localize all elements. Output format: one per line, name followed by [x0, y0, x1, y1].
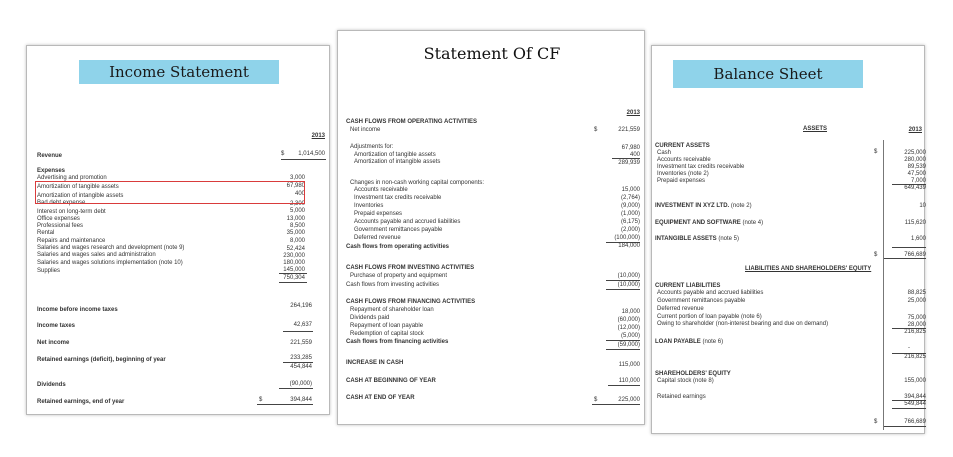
wc-label: Accounts payable and accrued liabilities	[354, 219, 461, 225]
total-value: 766,689	[904, 419, 926, 425]
expense-label: Amortization of tangible assets	[37, 184, 119, 190]
investing-rule	[606, 280, 640, 281]
total-assets-currency: $	[874, 252, 878, 258]
end-label: CASH AT END OF YEAR	[346, 395, 415, 401]
balance-sheet-panel	[651, 45, 925, 434]
expenses-label: Expenses	[37, 168, 66, 174]
total-assets-rule	[884, 258, 926, 259]
wc-label: Prepaid expenses	[354, 211, 403, 217]
column-divider	[883, 140, 884, 430]
financing-label: Dividends paid	[350, 315, 390, 321]
revenue-underline	[281, 159, 326, 160]
end-currency: $	[594, 397, 598, 403]
wc-label: Inventories	[354, 203, 384, 209]
intangible-label-text: INTANGIBLE ASSETS	[655, 236, 717, 242]
adjustment-label: Amortization of intangible assets	[354, 159, 441, 165]
financing-label: Redemption of capital stock	[350, 331, 424, 337]
beginning-rule	[608, 385, 640, 386]
expense-value: 8,500	[289, 223, 305, 229]
liability-label: Current portion of loan payable (note 6)	[657, 314, 762, 320]
retained-end-value: 394,844	[290, 397, 312, 403]
operating-total: 184,000	[618, 243, 640, 249]
retained-begin-rule	[283, 362, 313, 363]
wc-value: (2,764)	[620, 195, 640, 201]
investing-heading: CASH FLOWS FROM INVESTING ACTIVITIES	[346, 265, 475, 271]
current-assets-total: 649,439	[904, 185, 926, 191]
wc-value: (6,175)	[620, 219, 640, 225]
expense-label: Salaries and wages research and development (note 9)	[37, 245, 185, 251]
asset-value: 280,000	[904, 157, 926, 163]
intangible-note: (note 5)	[718, 236, 740, 242]
liability-value: 25,000	[907, 298, 926, 304]
adjustment-value: 67,980	[621, 145, 640, 151]
liability-label: Government remittances payable	[657, 298, 746, 304]
retained-end-label: Retained earnings, end of year	[37, 399, 125, 405]
dividends-rule	[279, 388, 313, 389]
financing-rule	[606, 340, 640, 341]
equipment-note: (note 4)	[742, 220, 764, 226]
financing-total: (59,000)	[617, 342, 640, 348]
retained-end-currency: $	[259, 397, 263, 403]
retained-subtotal-value: 454,844	[290, 364, 312, 370]
investing-label: Purchase of property and equipment	[350, 273, 448, 279]
current-assets-currency: $	[874, 149, 878, 155]
working-capital-label: Changes in non-cash working capital components:	[350, 180, 485, 186]
expense-label: Advertising and promotion	[37, 175, 107, 181]
end-rule	[592, 404, 640, 405]
liability-value: 88,825	[907, 290, 926, 296]
total-rule	[884, 426, 926, 427]
current-liabilities-label: CURRENT LIABILITIES	[655, 283, 721, 289]
expense-value: 230,000	[283, 253, 305, 259]
wc-label: Government remittances payable	[354, 227, 443, 233]
wc-value: (9,000)	[620, 203, 640, 209]
intangible-rule	[892, 247, 926, 248]
balance-sheet-title: Balance Sheet	[673, 60, 863, 88]
wc-value: (2,000)	[620, 227, 640, 233]
adjustment-value: 400	[629, 152, 640, 158]
loan-label	[655, 339, 723, 345]
financing-value: (12,000)	[617, 325, 640, 331]
asset-label: Inventories (note 2)	[657, 171, 709, 177]
asset-value: 225,000	[904, 150, 926, 156]
dividends-label: Dividends	[37, 382, 66, 388]
financing-total-rule	[606, 349, 640, 350]
expense-label: Professional fees	[37, 223, 84, 229]
income-statement-title: Income Statement	[79, 60, 279, 84]
liabilities-heading: LIABILITIES AND SHAREHOLDERS' EQUITY	[745, 266, 872, 272]
financing-value: (60,000)	[617, 317, 640, 323]
asset-value: 47,500	[907, 171, 926, 177]
wc-label: Deferred revenue	[354, 235, 401, 241]
operating-heading: CASH FLOWS FROM OPERATING ACTIVITIES	[346, 119, 477, 125]
bs-year: 2013	[908, 127, 922, 133]
assets-heading: ASSETS	[803, 126, 828, 132]
revenue-currency: $	[281, 151, 285, 157]
investing-total-rule	[606, 289, 640, 290]
financing-value: (5,000)	[620, 333, 640, 339]
wc-value: (1,000)	[620, 211, 640, 217]
expense-label: Salaries and wages sales and administration	[37, 252, 156, 258]
net-income-label: Net income	[37, 340, 70, 346]
retained-begin-label: Retained earnings (deficit), beginning of year	[37, 357, 166, 363]
expense-label: Rental	[37, 230, 55, 236]
adjustment-label: Amortization of tangible assets	[354, 152, 436, 158]
total-currency: $	[874, 419, 878, 425]
expense-label: Office expenses	[37, 216, 80, 222]
liability-label: Owing to shareholder (non-interest bearing and due on demand)	[657, 321, 829, 327]
retained-begin-value: 233,285	[290, 355, 312, 361]
liability-label: Deferred revenue	[657, 306, 704, 312]
asset-label: Investment tax credits receivable	[657, 164, 745, 170]
cf-net-income-value: 221,559	[618, 127, 640, 133]
expense-label: Bad debt expense	[37, 200, 86, 206]
investment-note: (note 2)	[730, 203, 752, 209]
increase-label: INCREASE IN CASH	[346, 360, 404, 366]
asset-value: 89,539	[907, 164, 926, 170]
financing-label: Repayment of shareholder loan	[350, 307, 434, 313]
cash-flow-title: Statement Of CF	[423, 44, 561, 63]
net-income-value: 221,559	[290, 340, 312, 346]
wc-label: Investment tax credits receivable	[354, 195, 442, 201]
investing-total: (10,000)	[617, 282, 640, 288]
investment-label	[655, 203, 752, 209]
expense-value: 52,424	[286, 246, 305, 252]
cash-flow-panel	[337, 30, 645, 425]
expenses-bottom-rule	[279, 282, 307, 283]
capital-value: 155,000	[904, 378, 926, 384]
expense-value: 35,000	[286, 230, 305, 236]
cf-year: 2013	[626, 110, 640, 116]
end-value: 225,000	[618, 397, 640, 403]
expense-value: 8,000	[289, 238, 305, 244]
financing-total-label: Cash flows from financing activities	[346, 339, 449, 345]
equipment-label	[655, 220, 763, 226]
income-before-tax-value: 264,196	[290, 303, 312, 309]
expense-label: Supplies	[37, 268, 61, 274]
income-statement-panel	[26, 45, 330, 415]
expense-label: Interest on long-term debt	[37, 209, 106, 215]
investing-total-label: Cash flows from investing activities	[346, 282, 440, 288]
expense-value: 180,000	[283, 260, 305, 266]
retained-value: 394,844	[904, 394, 926, 400]
asset-value: 7,000	[910, 178, 926, 184]
liabilities-total: 216,825	[904, 354, 926, 360]
loan-note: (note 6)	[702, 339, 724, 345]
income-taxes-value: 42,637	[293, 322, 312, 328]
revenue-value: 1,014,500	[298, 151, 325, 157]
liability-value: 75,000	[907, 315, 926, 321]
income-taxes-label: Income taxes	[37, 323, 76, 329]
expense-value: 13,000	[286, 216, 305, 222]
expense-value: 67,980	[286, 183, 305, 189]
equipment-label-text: EQUIPMENT AND SOFTWARE	[655, 220, 741, 226]
adjustments-total: 289,939	[618, 160, 640, 166]
retained-end-rule	[257, 404, 313, 405]
financing-value: 18,000	[621, 309, 640, 315]
beginning-value: 110,000	[618, 378, 640, 384]
wc-label: Accounts receivable	[354, 187, 408, 193]
income-year: 2013	[311, 133, 325, 139]
expense-value: 5,000	[289, 208, 305, 214]
beginning-label: CASH AT BEGINNING OF YEAR	[346, 378, 436, 384]
adjustments-rule	[612, 158, 640, 159]
intangible-label	[655, 236, 739, 242]
expense-label: Amortization of intangible assets	[37, 193, 124, 199]
income-before-tax-label: Income before income taxes	[37, 307, 118, 313]
expense-value: 145,000	[283, 267, 305, 273]
highlight-box	[35, 181, 305, 204]
expenses-top-rule	[279, 273, 307, 274]
investing-value: (10,000)	[617, 273, 640, 279]
asset-label: Prepaid expenses	[657, 178, 706, 184]
wc-value: (100,000)	[614, 235, 640, 241]
dividends-value: (90,000)	[289, 381, 312, 387]
capital-label: Capital stock (note 8)	[657, 378, 714, 384]
asset-label: Cash	[657, 150, 672, 156]
financing-heading: CASH FLOWS FROM FINANCING ACTIVITIES	[346, 299, 476, 305]
retained-label: Retained earnings	[657, 394, 706, 400]
loan-value: -	[908, 345, 910, 351]
expense-label: Repairs and maintenance	[37, 238, 106, 244]
asset-label: Accounts receivable	[657, 157, 711, 163]
income-taxes-rule	[283, 331, 313, 332]
equipment-value: 115,620	[904, 220, 926, 226]
expense-value: 3,000	[289, 175, 305, 181]
equity-total: 549,844	[904, 401, 926, 407]
cf-net-income-currency: $	[594, 127, 598, 133]
operating-total-label: Cash flows from operating activities	[346, 244, 450, 250]
expense-value: 400	[294, 191, 305, 197]
liability-label: Accounts payable and accrued liabilities	[657, 290, 764, 296]
adjustments-label: Adjustments for:	[350, 144, 394, 150]
liability-value: 28,000	[907, 322, 926, 328]
expenses-total: 750,304	[283, 275, 305, 281]
revenue-label: Revenue	[37, 153, 63, 159]
cf-net-income-label: Net income	[350, 127, 381, 133]
financing-label: Repayment of loan payable	[350, 323, 424, 329]
intangible-value: 1,600	[910, 236, 926, 242]
current-assets-label: CURRENT ASSETS	[655, 143, 710, 149]
equity-rule	[892, 408, 926, 409]
total-assets: 766,689	[904, 252, 926, 258]
loan-label-text: LOAN PAYABLE	[655, 339, 701, 345]
expense-label: Salaries and wages solutions implementation (note 10)	[37, 260, 183, 266]
increase-value: 115,000	[618, 362, 640, 368]
equity-label: SHAREHOLDERS' EQUITY	[655, 371, 731, 377]
wc-value: 15,000	[621, 187, 640, 193]
current-liabilities-total: 216,825	[904, 329, 926, 335]
expense-value: 2,300	[289, 201, 305, 207]
investment-value: 10	[919, 203, 926, 209]
investment-label-text: INVESTMENT IN XYZ LTD.	[655, 203, 730, 209]
